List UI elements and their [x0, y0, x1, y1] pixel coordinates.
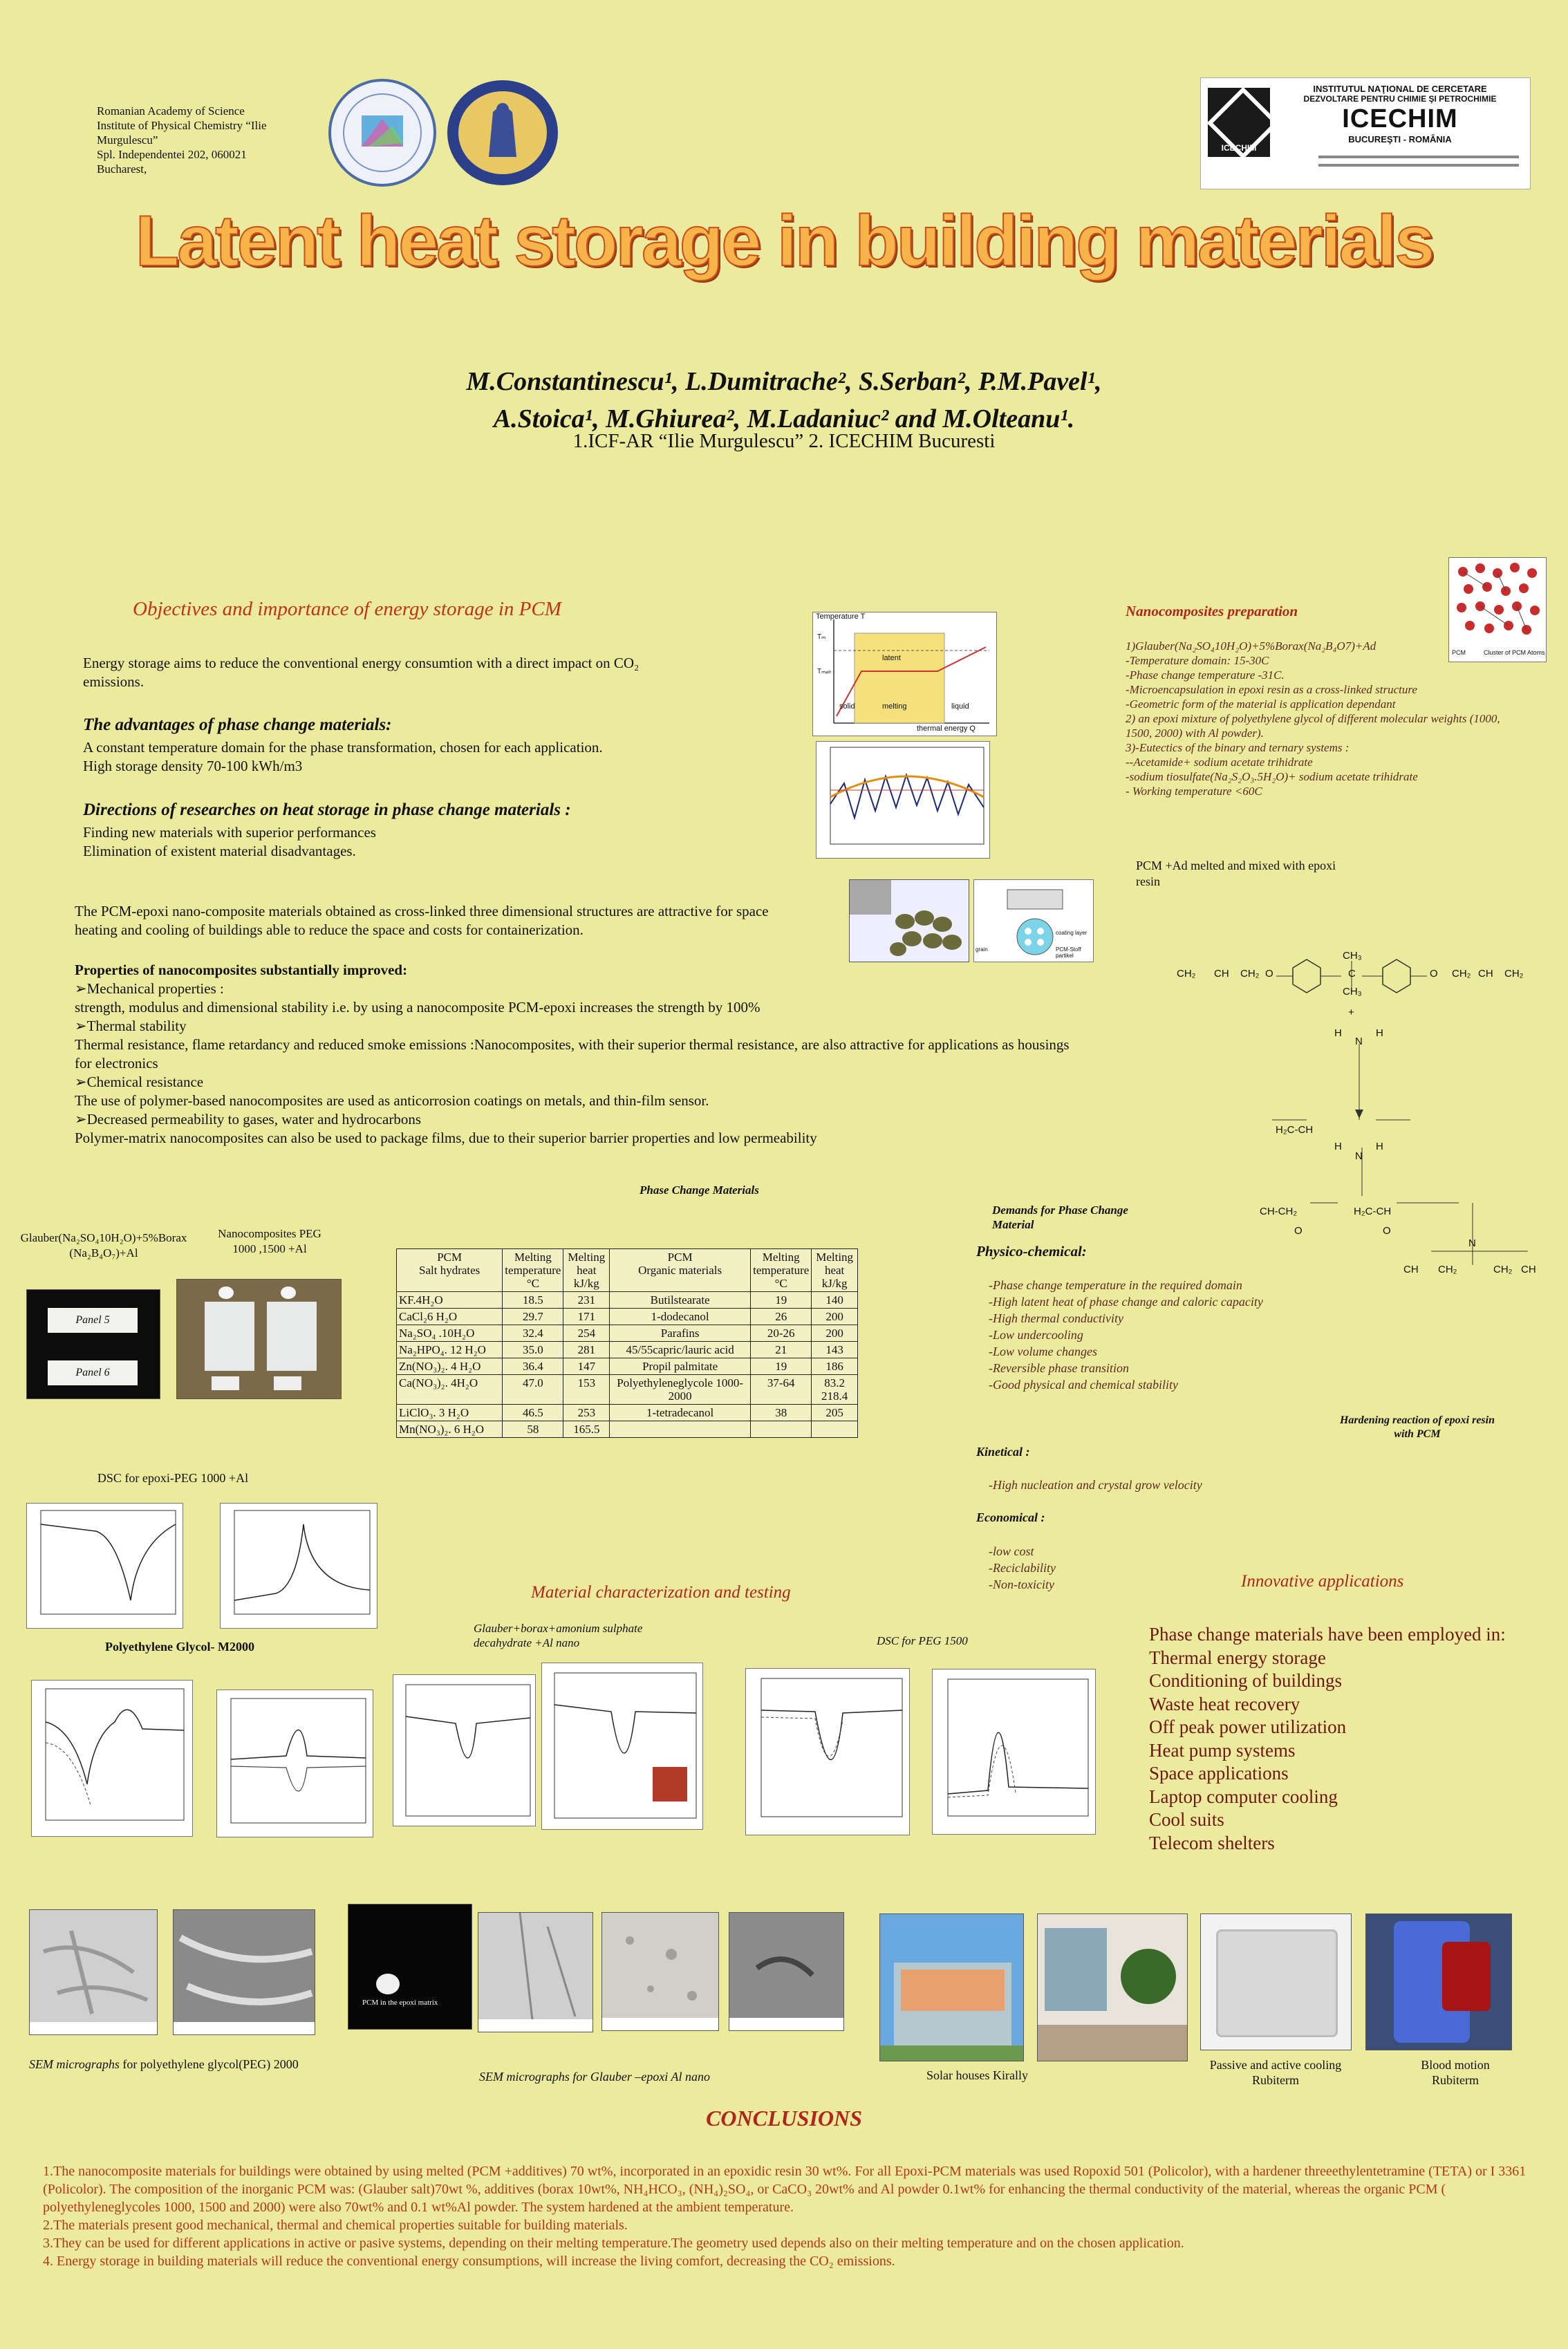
- table-cell: 281: [563, 1342, 610, 1358]
- nano-prep-item: -Geometric form of the material is application dependant: [1126, 698, 1396, 711]
- blood-bag-photo: [1365, 1913, 1512, 2050]
- table-cell: 21: [751, 1342, 812, 1358]
- physico-title: Physico-chemical:: [976, 1243, 1087, 1260]
- chem-label: N: [1355, 1150, 1363, 1162]
- table-cell: 18.5: [503, 1292, 563, 1309]
- institute-line: Romanian Academy of Science: [97, 104, 245, 118]
- property-line: The use of polymer-based nanocomposites are used as anticorrosion coatings on metals, and thin-film sensor.: [75, 1092, 709, 1109]
- capsule-label: grain: [976, 946, 988, 953]
- property-line: ➢Decreased permeability to gases, water and hydrocarbons: [75, 1111, 421, 1127]
- glauber-dsc-caption: Glauber+borax+amonium sulphate decahydrate +Al nano: [474, 1622, 643, 1649]
- pellets-image: [849, 879, 969, 962]
- conclusion-item: 1.The nanocomposite materials for buildings were obtained by using melted (PCM +additives) 70 wt%, incorporated in an epoxidic resin 30 wt%. For all Epoxi-PCM materials was used Ropoxid 501 (Policolor), with a hardener threeethylentetramine (TETA) or I 3361 (Policolor). The composition of the inorganic PCM was: (Glauber salt)70wt %, additives (borax 10wt%, NH₄HCO₃, (NH₄)₂SO₄, or CaCO₃ 20wt% and Al powder 0.1wt% for enhancing the thermal conductivity of the material, whereas the organic PCM ( polyethyleneglycoles 1000, 1500 and 2000) were also 70wt% and 0.1 wt%Al powder. The system hardened at the ambient temperature.: [43, 2164, 1527, 2215]
- icechim-header-logo: [1200, 77, 1531, 189]
- advantage-item: High storage density 70-100 kWh/m3: [83, 758, 303, 774]
- chem-label: O: [1265, 968, 1273, 980]
- conclusions-title: CONCLUSIONS: [706, 2106, 862, 2131]
- table-cell: 153: [563, 1375, 610, 1405]
- application-item: Laptop computer cooling: [1149, 1786, 1338, 1807]
- region-label: melting: [882, 702, 907, 711]
- demand-item: -Phase change temperature in the required domain: [989, 1278, 1242, 1292]
- kinetical-title: Kinetical :: [976, 1445, 1030, 1459]
- dsc-peg1500-caption: DSC for PEG 1500: [877, 1634, 968, 1647]
- table-cell: Na₂HPO₄. 12 H₂O: [397, 1342, 503, 1358]
- table-cell: Parafins: [610, 1325, 751, 1342]
- chem-label: CH: [1521, 1264, 1536, 1275]
- economical-title: Economical :: [976, 1510, 1045, 1524]
- icechim-emblem-text: ICECHIM: [1221, 143, 1257, 153]
- properties-block: [75, 961, 1077, 1148]
- table-cell: 38: [751, 1405, 812, 1421]
- authors: [0, 363, 1568, 438]
- sem-peg-image-1: [29, 1909, 158, 2035]
- table-cell: CaCl₂6 H₂O: [397, 1309, 503, 1325]
- application-item: Conditioning of buildings: [1149, 1670, 1343, 1691]
- table-cell: Ca(NO₃)₂. 4H₂O: [397, 1375, 503, 1405]
- table-cell: 147: [563, 1358, 610, 1375]
- table-cell: 83.2 218.4: [812, 1375, 858, 1405]
- icechim-line: DEZVOLTARE PENTRU CHIMIE ŞI PETROCHIMIE: [1303, 94, 1497, 104]
- table-cell: 37-64: [751, 1375, 812, 1405]
- chem-label: CH₂: [1504, 968, 1524, 980]
- icechim-emblem-icon: [1208, 88, 1270, 157]
- table-cell: 45/55capric/lauric acid: [610, 1342, 751, 1358]
- demand-item: -Reciclability: [989, 1561, 1056, 1575]
- table-cell: 46.5: [503, 1405, 563, 1421]
- sem-peg-caption-rest: for polyethylene glycol(PEG) 2000: [119, 2057, 299, 2071]
- chem-label: O: [1294, 1225, 1303, 1237]
- table-header: Melting heat kJ/kg: [812, 1249, 858, 1292]
- chem-label: CH₂: [1438, 1264, 1457, 1275]
- table-cell: LiClO₃. 3 H₂O: [397, 1405, 503, 1421]
- table-cell: 171: [563, 1309, 610, 1325]
- dsc-peg2000-plot-2: [216, 1690, 373, 1837]
- directions-list: [83, 823, 705, 861]
- property-line: Thermal resistance, flame retardancy and reduced smoke emissions :Nanocomposites, with their superior thermal resistance, are also attractive for applications as housings for electronics: [75, 1036, 1070, 1071]
- icechim-line: INSTITUTUL NAŢIONAL DE CERCETARE: [1313, 84, 1487, 94]
- solar-house-photo: [879, 1913, 1024, 2061]
- dsc-glauber-plot-2: [541, 1663, 703, 1830]
- applications-intro: Phase change materials have been employed in:: [1149, 1624, 1506, 1645]
- economical-list: [989, 1543, 1265, 1593]
- capsule-schematic: [973, 879, 1094, 962]
- glauber-caption: Glauber(Na₂SO₄10H₂O)+5%Borax (Na₂B₄O₇)+Al: [20, 1231, 187, 1260]
- region-label: liquid: [951, 702, 969, 711]
- institute-line: Bucharest,: [97, 162, 147, 176]
- capsule-label: PCM-Stoff partikel: [1056, 946, 1081, 959]
- objectives-title: Objectives and importance of energy storage in PCM: [133, 598, 561, 620]
- academy-seal-logo: [327, 77, 438, 188]
- chem-label: H: [1376, 1027, 1383, 1039]
- sem-glauber-caption: SEM micrographs for Glauber –epoxi Al nano: [479, 2070, 710, 2084]
- direction-item: Elimination of existent material disadvantages.: [83, 843, 356, 859]
- nano-prep-list: [1126, 639, 1506, 798]
- sample-label: Panel 5: [48, 1308, 138, 1333]
- table-row: [397, 1405, 858, 1421]
- table-cell: [751, 1421, 812, 1438]
- institute-line: Institute of Physical Chemistry “Ilie Murgulescu”: [97, 119, 267, 147]
- table-row: [397, 1342, 858, 1358]
- conclusion-item: 4. Energy storage in building materials will reduce the conventional energy consumptions, will increase the living comfort, decreasing the CO₂ emissions.: [43, 2254, 895, 2269]
- tick-label: Tₘₑₗₜ: [817, 668, 832, 675]
- demand-item: -Low volume changes: [989, 1345, 1097, 1358]
- demand-item: -Good physical and chemical stability: [989, 1378, 1178, 1392]
- capsule-label: coating layer: [1056, 930, 1088, 936]
- pcm-table-title: Phase Change Materials: [640, 1183, 759, 1197]
- table-header: Melting temperature °C: [751, 1249, 812, 1292]
- table-cell: [812, 1421, 858, 1438]
- demand-item: -High nucleation and crystal grow velocity: [989, 1478, 1202, 1492]
- objectives-intro: Energy storage aims to reduce the conventional energy consumtion with a direct impact on CO₂ emissions.: [83, 655, 640, 690]
- property-line: Polymer-matrix nanocomposites can also be used to package films, due to their superior barrier properties and low permeability: [75, 1130, 817, 1146]
- advantages-list: [83, 738, 774, 776]
- table-row: [397, 1375, 858, 1405]
- table-header: Melting temperature °C: [503, 1249, 563, 1292]
- chem-label: H: [1334, 1027, 1342, 1039]
- pcm-epoxi-text: The PCM-epoxi nano-composite materials obtained as cross-linked three dimensional structures are attractive for space heating and cooling of buildings able to reduce the space and costs for containerization.: [75, 903, 769, 938]
- chem-label: O: [1383, 1225, 1391, 1237]
- sem-glauber-image-4: [729, 1912, 844, 2031]
- chem-label: CH₂: [1240, 968, 1260, 980]
- blood-caption: Blood motion Rubiterm: [1421, 2058, 1490, 2087]
- chem-label: +: [1348, 1007, 1354, 1018]
- romanian-academy-seal-logo: [445, 77, 561, 188]
- table-cell: Propil palmitate: [610, 1358, 751, 1375]
- table-cell: 47.0: [503, 1375, 563, 1405]
- sem-overlay-label: PCM in the epoxi matrix: [362, 1999, 438, 2007]
- chem-label: CH: [1403, 1264, 1419, 1275]
- demands-title: Demands for Phase Change Material: [992, 1204, 1128, 1231]
- chem-label: H: [1376, 1141, 1383, 1152]
- sem-peg-caption: [29, 2057, 299, 2072]
- direction-item: Finding new materials with superior performances: [83, 824, 376, 841]
- property-line: ➢Thermal stability: [75, 1018, 187, 1034]
- table-cell: 32.4: [503, 1325, 563, 1342]
- icechim-line: ICECHIM: [1342, 104, 1458, 133]
- table-cell: 26: [751, 1309, 812, 1325]
- table-row: [397, 1292, 858, 1309]
- table-cell: 19: [751, 1358, 812, 1375]
- dsc-peg1000-caption: DSC for epoxi-PEG 1000 +Al: [97, 1471, 249, 1485]
- axis-label: Temperature T: [816, 612, 866, 621]
- nano-prep-item: -Microencapsulation in epoxi resin as a cross-linked structure: [1126, 683, 1417, 696]
- table-cell: 1-tetradecanol: [610, 1405, 751, 1421]
- advantage-item: A constant temperature domain for the phase transformation, chosen for each application.: [83, 739, 603, 756]
- peg-sample-photo: [176, 1279, 342, 1399]
- dsc-peg1500-plot-1: [745, 1668, 910, 1835]
- dsc-peg2000-plot-1: [31, 1680, 193, 1837]
- sem-glauber-image-1: [348, 1904, 472, 2030]
- physico-list: [989, 1277, 1265, 1393]
- nano-prep-item: -Phase change temperature -31C.: [1126, 668, 1285, 682]
- table-row: [397, 1421, 858, 1438]
- sem-peg-caption-italic: SEM micrographs: [29, 2057, 120, 2071]
- property-line: strength, modulus and dimensional stability i.e. by using a nanocomposite PCM-epoxi increases the strength by 100%: [75, 999, 760, 1016]
- table-cell: 253: [563, 1405, 610, 1421]
- authors-line: M.Constantinescu¹, L.Dumitrache², S.Serban², P.M.Pavel¹,: [466, 367, 1102, 396]
- nano-prep-item: -sodium tiosulfate(Na₂S₂O₃.5H₂O)+ sodium acetate trihidrate: [1126, 770, 1418, 783]
- table-cell: 29.7: [503, 1309, 563, 1325]
- chem-label: CH₂: [1452, 968, 1471, 980]
- temperature-oscillation-plot: [816, 741, 990, 859]
- property-line: ➢Mechanical properties :: [75, 980, 224, 997]
- table-cell: Polyethyleneglycole 1000-2000: [610, 1375, 751, 1405]
- table-header: PCM Organic materials: [610, 1249, 751, 1292]
- peg-caption: Nanocomposites PEG 1000 ,1500 +Al: [218, 1227, 321, 1255]
- chem-label: CH: [1214, 968, 1229, 980]
- table-header: PCM Salt hydrates: [397, 1249, 503, 1292]
- chem-label: CH: [1478, 968, 1493, 980]
- characterization-title: Material characterization and testing: [531, 1583, 791, 1602]
- table-cell: 143: [812, 1342, 858, 1358]
- solar-caption: Solar houses Kirally: [926, 2068, 1028, 2082]
- chem-label: O: [1430, 968, 1438, 980]
- table-cell: 58: [503, 1421, 563, 1438]
- table-cell: 231: [563, 1292, 610, 1309]
- icechim-line: BUCUREŞTI - ROMÂNIA: [1348, 134, 1452, 144]
- properties-title: Properties of nanocomposites substantially improved:: [75, 962, 408, 978]
- chem-label: H: [1334, 1141, 1342, 1152]
- mixing-note: PCM +Ad melted and mixed with epoxi resin: [1136, 859, 1336, 888]
- table-header-row: [397, 1249, 858, 1292]
- table-cell: Zn(NO₃)₂. 4 H₂O: [397, 1358, 503, 1375]
- sem-peg-image-2: [173, 1909, 315, 2035]
- nano-prep-item: 2) an epoxi mixture of polyethylene glycol of different molecular weights (1000, 1500, 2000) with Al powder).: [1126, 712, 1500, 740]
- table-cell: [610, 1421, 751, 1438]
- chem-label: CH₃: [1343, 986, 1362, 998]
- kinetical-list: [989, 1477, 1265, 1493]
- institute-line: Spl. Independentei 202, 060021: [97, 148, 247, 161]
- demand-item: -Low undercooling: [989, 1328, 1083, 1342]
- glauber-sample-photo: [26, 1289, 160, 1399]
- tick-label: Tₘ: [817, 633, 826, 641]
- application-item: Telecom shelters: [1149, 1832, 1275, 1853]
- icechim-fine-print: [1318, 156, 1519, 158]
- temperature-energy-diagram: [812, 612, 997, 736]
- directions-title: Directions of researches on heat storage in phase change materials :: [83, 801, 571, 819]
- table-cell: 254: [563, 1325, 610, 1342]
- dsc-peg1500-plot-2: [932, 1669, 1096, 1835]
- chem-label: N: [1355, 1036, 1363, 1047]
- passive-caption: Passive and active cooling Rubiterm: [1209, 2058, 1342, 2087]
- table-cell: Butilstearate: [610, 1292, 751, 1309]
- hardening-caption: Hardening reaction of epoxi resin with PCM: [1339, 1414, 1495, 1440]
- table-cell: Mn(NO₃)₂. 6 H₂O: [397, 1421, 503, 1438]
- demand-item: -low cost: [989, 1544, 1034, 1558]
- chem-label: CH-CH₂: [1260, 1206, 1298, 1217]
- dsc-plot-1: [26, 1503, 183, 1629]
- institute-address: [97, 104, 304, 176]
- applications-list: [1149, 1623, 1536, 1855]
- chem-label: CH₂: [1177, 968, 1196, 980]
- crystal-caption: PCM: [1452, 649, 1466, 656]
- application-item: Heat pump systems: [1149, 1739, 1296, 1761]
- advantages-title: The advantages of phase change materials:: [83, 715, 392, 734]
- icechim-fine-print: [1318, 164, 1519, 167]
- application-item: Thermal energy storage: [1149, 1647, 1326, 1668]
- table-row: [397, 1325, 858, 1342]
- region-label: latent: [882, 654, 901, 662]
- dsc-glauber-plot-1: [393, 1674, 536, 1826]
- table-cell: 186: [812, 1358, 858, 1375]
- table-cell: 165.5: [563, 1421, 610, 1438]
- table-cell: 205: [812, 1405, 858, 1421]
- application-item: Off peak power utilization: [1149, 1716, 1347, 1737]
- chem-label: C: [1348, 968, 1356, 980]
- application-item: Cool suits: [1149, 1809, 1224, 1830]
- table-cell: 19: [751, 1292, 812, 1309]
- table-cell: 200: [812, 1309, 858, 1325]
- nano-prep-item: 3)-Eutectics of the binary and ternary systems :: [1126, 741, 1350, 754]
- demand-item: -Non-toxicity: [989, 1578, 1054, 1591]
- property-line: ➢Chemical resistance: [75, 1074, 204, 1090]
- table-cell: 20-26: [751, 1325, 812, 1342]
- application-item: Waste heat recovery: [1149, 1693, 1300, 1714]
- nano-prep-item: --Acetamide+ sodium acetate trihidrate: [1126, 756, 1313, 769]
- interior-cooling-photo: [1037, 1913, 1188, 2061]
- conclusions-list: [43, 2162, 1529, 2270]
- nano-prep-item: - Working temperature <60C: [1126, 785, 1262, 798]
- authors-line: A.Stoica¹, M.Ghiurea², M.Ladaniuc² and M.Olteanu¹.: [493, 404, 1075, 433]
- sem-glauber-image-3: [601, 1912, 719, 2031]
- applications-title: Innovative applications: [1241, 1572, 1404, 1591]
- table-cell: 140: [812, 1292, 858, 1309]
- application-item: Space applications: [1149, 1763, 1289, 1784]
- table-cell: 36.4: [503, 1358, 563, 1375]
- demand-item: -Reversible phase transition: [989, 1361, 1129, 1375]
- conclusion-item: 2.The materials present good mechanical, thermal and chemical properties suitable for building materials.: [43, 2218, 628, 2233]
- table-cell: 35.0: [503, 1342, 563, 1358]
- peg2000-caption: Polyethylene Glycol- M2000: [105, 1640, 254, 1654]
- table-cell: KF.4H₂O: [397, 1292, 503, 1309]
- sem-glauber-image-2: [478, 1912, 593, 2032]
- poster-title: Latent heat storage in building materials: [135, 201, 1433, 281]
- region-label: solid: [839, 702, 855, 711]
- pcm-table: [396, 1248, 858, 1438]
- dsc-plot-2: [220, 1503, 377, 1629]
- nano-prep-item: -Temperature domain: 15-30C: [1126, 654, 1269, 667]
- chem-label: CH₂: [1493, 1264, 1513, 1275]
- chem-label: H₂C-CH: [1354, 1206, 1392, 1217]
- sample-label: Panel 6: [48, 1360, 138, 1385]
- epoxi-reaction-scheme: [1168, 940, 1542, 1286]
- table-cell: Na₂SO₄ .10H₂O: [397, 1325, 503, 1342]
- demand-item: -High latent heat of phase change and caloric capacity: [989, 1295, 1263, 1309]
- conclusion-item: 3.They can be used for different applications in active or pasive systems, depending on their melting temperature.The geometry used depends also on their melting temperature and on the chosen application.: [43, 2236, 1184, 2251]
- cooling-panel-photo: [1200, 1913, 1352, 2050]
- demand-item: -High thermal conductivity: [989, 1311, 1123, 1325]
- table-row: [397, 1309, 858, 1325]
- affiliations: 1.ICF-AR “Ilie Murgulescu” 2. ICECHIM Bucuresti: [572, 430, 996, 452]
- chem-label: N: [1468, 1237, 1476, 1249]
- nano-prep-title: Nanocomposites preparation: [1126, 603, 1298, 619]
- nano-prep-item: 1)Glauber(Na₂SO₄10H₂O)+5%Borax(Na₂B₄O7)+Ad: [1126, 639, 1376, 653]
- chem-label: CH₃: [1343, 950, 1362, 962]
- table-row: [397, 1358, 858, 1375]
- axis-label: thermal energy Q: [917, 724, 976, 733]
- table-cell: 200: [812, 1325, 858, 1342]
- table-header: Melting heat kJ/kg: [563, 1249, 610, 1292]
- chem-label: H₂C-CH: [1276, 1124, 1314, 1136]
- crystal-caption: Cluster of PCM Atoms: [1484, 649, 1545, 656]
- table-cell: 1-dodecanol: [610, 1309, 751, 1325]
